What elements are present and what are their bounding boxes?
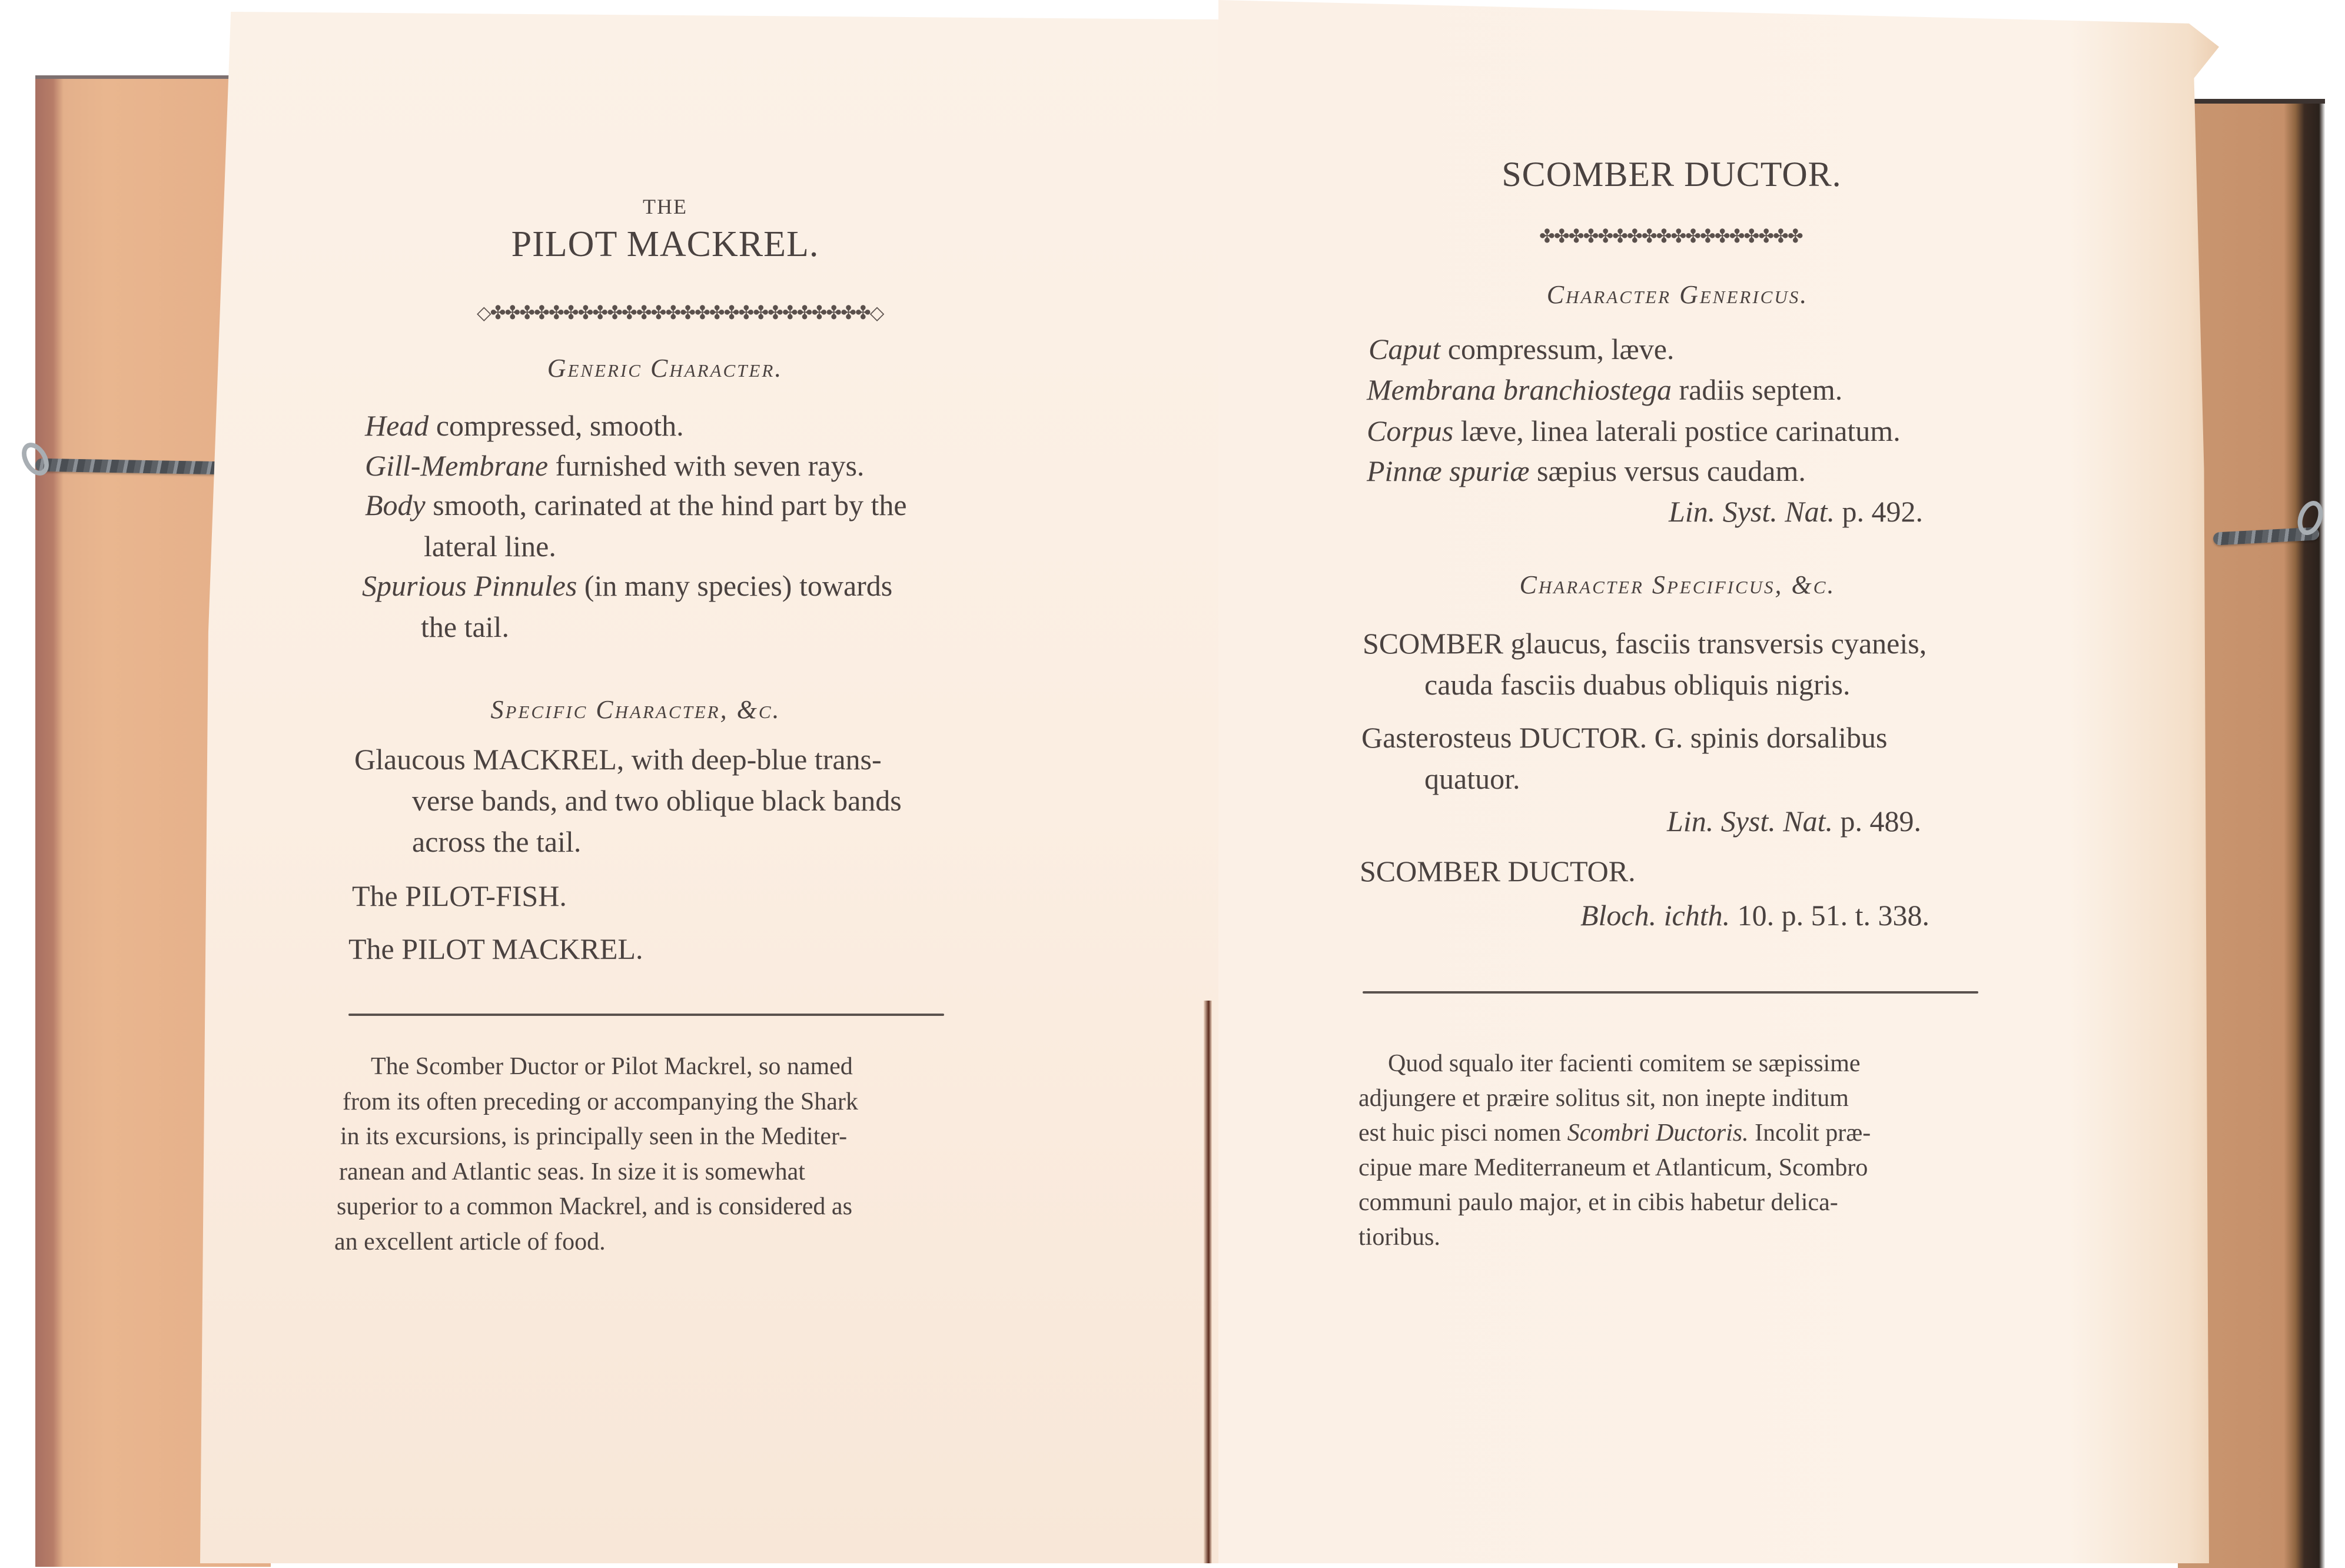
right-generic-line: Membrana branchiostega radiis septem. — [1367, 373, 1843, 406]
right-note-line: cipue mare Mediterraneum et Atlanticum, Scombro — [1358, 1154, 1868, 1181]
left-note-line: The Scomber Ductor or Pilot Mackrel, so named — [371, 1053, 853, 1080]
left-synonym: The PILOT MACKREL. — [348, 932, 643, 965]
left-generic-line: lateral line. — [424, 530, 556, 563]
left-specific-heading: Specific Character, &c. — [490, 695, 781, 724]
left-page-title: PILOT MACKREL. — [511, 224, 819, 264]
left-generic-heading: Generic Character. — [547, 354, 783, 383]
right-note-line: adjungere et præire solitus sit, non inepte inditum — [1358, 1085, 1849, 1112]
right-gasterosteus-line: Gasterosteus DUCTOR. G. spinis dorsalibus — [1361, 721, 1888, 754]
left-generic-line: Gill-Membrane furnished with seven rays. — [365, 449, 865, 482]
left-generic-line: Head compressed, smooth. — [365, 409, 684, 442]
right-synonym: SCOMBER DUCTOR. — [1360, 855, 1636, 888]
right-specific-heading: Character Specificus, &c. — [1519, 570, 1836, 599]
left-generic-line: Spurious Pinnules (in many species) towards — [362, 569, 893, 602]
right-generic-heading: Character Genericus. — [1546, 280, 1809, 309]
right-rule — [1363, 991, 1978, 994]
right-note-line: communi paulo major, et in cibis habetur delica- — [1358, 1189, 1838, 1216]
left-pre-title: THE — [643, 195, 687, 218]
right-gasterosteus-line: quatuor. — [1424, 762, 1520, 795]
right-specific-line: SCOMBER glaucus, fasciis transversis cyaneis, — [1363, 627, 1927, 660]
left-generic-line: Body smooth, carinated at the hind part by the — [365, 489, 907, 521]
left-rule — [348, 1014, 944, 1016]
right-specific-line: cauda fasciis duabus obliquis nigris. — [1424, 668, 1851, 701]
left-ornament-divider: ◇✤✤✤✤✤✤✤✤✤✤✤✤✤✤✤✤✤✤✤✤✤✤✤✤✤✤◇ — [477, 302, 883, 323]
left-note-line: ranean and Atlantic seas. In size it is somewhat — [339, 1158, 805, 1185]
right-bloch-reference: Bloch. ichth. 10. p. 51. t. 338. — [1580, 899, 1930, 932]
right-gasterosteus-reference: Lin. Syst. Nat. p. 489. — [1667, 805, 1921, 838]
right-note-line: Quod squalo iter facienti comitem se sæpissime — [1388, 1050, 1861, 1077]
right-note-line: tioribus. — [1358, 1224, 1440, 1251]
right-note-line: est huic pisci nomen Scombri Ductoris. Incolit præ- — [1358, 1119, 1871, 1147]
left-specific-line: verse bands, and two oblique black bands — [412, 784, 902, 817]
left-specific-line: across the tail. — [412, 825, 582, 858]
left-note-line: an excellent article of food. — [334, 1228, 606, 1255]
right-generic-reference: Lin. Syst. Nat. p. 492. — [1669, 495, 1923, 528]
right-generic-line: Corpus læve, linea laterali postice carinatum. — [1367, 414, 1901, 447]
left-specific-line: Glaucous MACKREL, with deep-blue trans- — [354, 743, 882, 776]
gutter-fold — [1204, 1001, 1212, 1563]
left-note-line: in its excursions, is principally seen in the Mediter- — [340, 1123, 848, 1150]
right-ornament-divider: ✤✤✤✤✤✤✤✤✤✤✤✤✤✤✤✤✤✤ — [1539, 225, 1802, 247]
left-note-line: from its often preceding or accompanying the Shark — [343, 1088, 858, 1115]
right-generic-line: Pinnæ spuriæ sæpius versus caudam. — [1367, 454, 1806, 487]
left-generic-line: the tail. — [421, 610, 509, 643]
right-page-title: SCOMBER DUCTOR. — [1502, 155, 1842, 194]
right-generic-line: Caput compressum, læve. — [1369, 333, 1675, 366]
left-note-line: superior to a common Mackrel, and is considered as — [337, 1193, 852, 1220]
left-synonym: The PILOT-FISH. — [352, 879, 567, 912]
